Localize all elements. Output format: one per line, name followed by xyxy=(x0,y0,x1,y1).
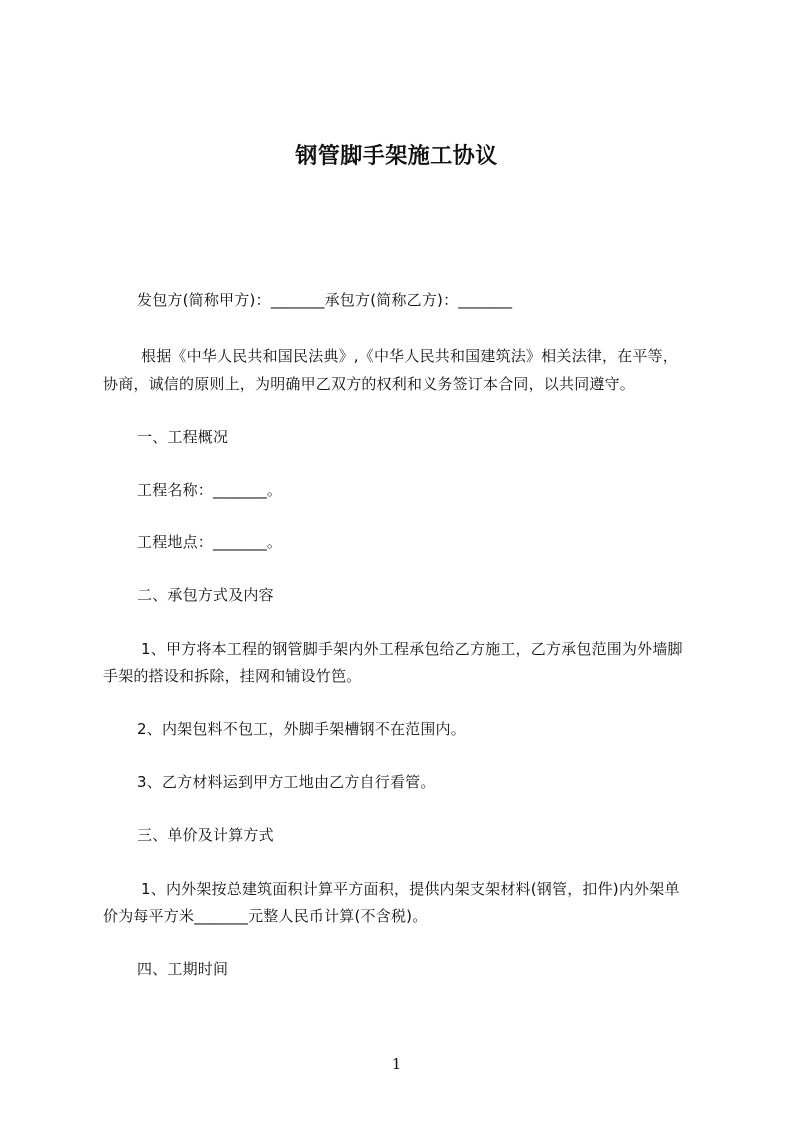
section-2-item-1-line-2: 手架的搭设和拆除，挂网和铺设竹笆。 xyxy=(103,667,362,685)
section-3-item-1-line-1: 1、内外架按总建筑面积计算平方面积，提供内架支架材料(钢管，扣件)内外架单 xyxy=(141,880,680,898)
section-2-item-3: 3、乙方材料运到甲方工地由乙方自行看管。 xyxy=(137,773,436,791)
preamble-line-1: 根据《中华人民共和国民法典》,《中华人民共和国建筑法》相关法律，在平等， xyxy=(141,347,678,365)
document-title: 钢管脚手架施工协议 xyxy=(295,144,498,169)
preamble-line-2: 协商，诚信的原则上，为明确甲乙双方的权利和义务签订本合同，以共同遵守。 xyxy=(103,375,636,393)
section-1-heading: 一、工程概况 xyxy=(137,428,229,446)
section-2-heading: 二、承包方式及内容 xyxy=(137,586,274,604)
section-3-heading: 三、单价及计算方式 xyxy=(137,826,274,844)
section-2-item-2: 2、内架包料不包工，外脚手架槽钢不在范围内。 xyxy=(137,720,466,738)
project-location-line: 工程地点：_______。 xyxy=(137,533,283,551)
parties-line: 发包方(简称甲方)：_______承包方(简称乙方)：_______ xyxy=(137,291,513,309)
section-4-heading: 四、工期时间 xyxy=(137,960,229,978)
project-name-line: 工程名称：_______。 xyxy=(137,481,283,499)
section-3-item-1-line-2: 价为每平方米_______元整人民币计算(不含税)。 xyxy=(103,907,428,925)
section-2-item-1-line-1: 1、甲方将本工程的钢管脚手架内外工程承包给乙方施工，乙方承包范围为外墙脚 xyxy=(141,640,683,658)
page-number: 1 xyxy=(391,1055,402,1073)
